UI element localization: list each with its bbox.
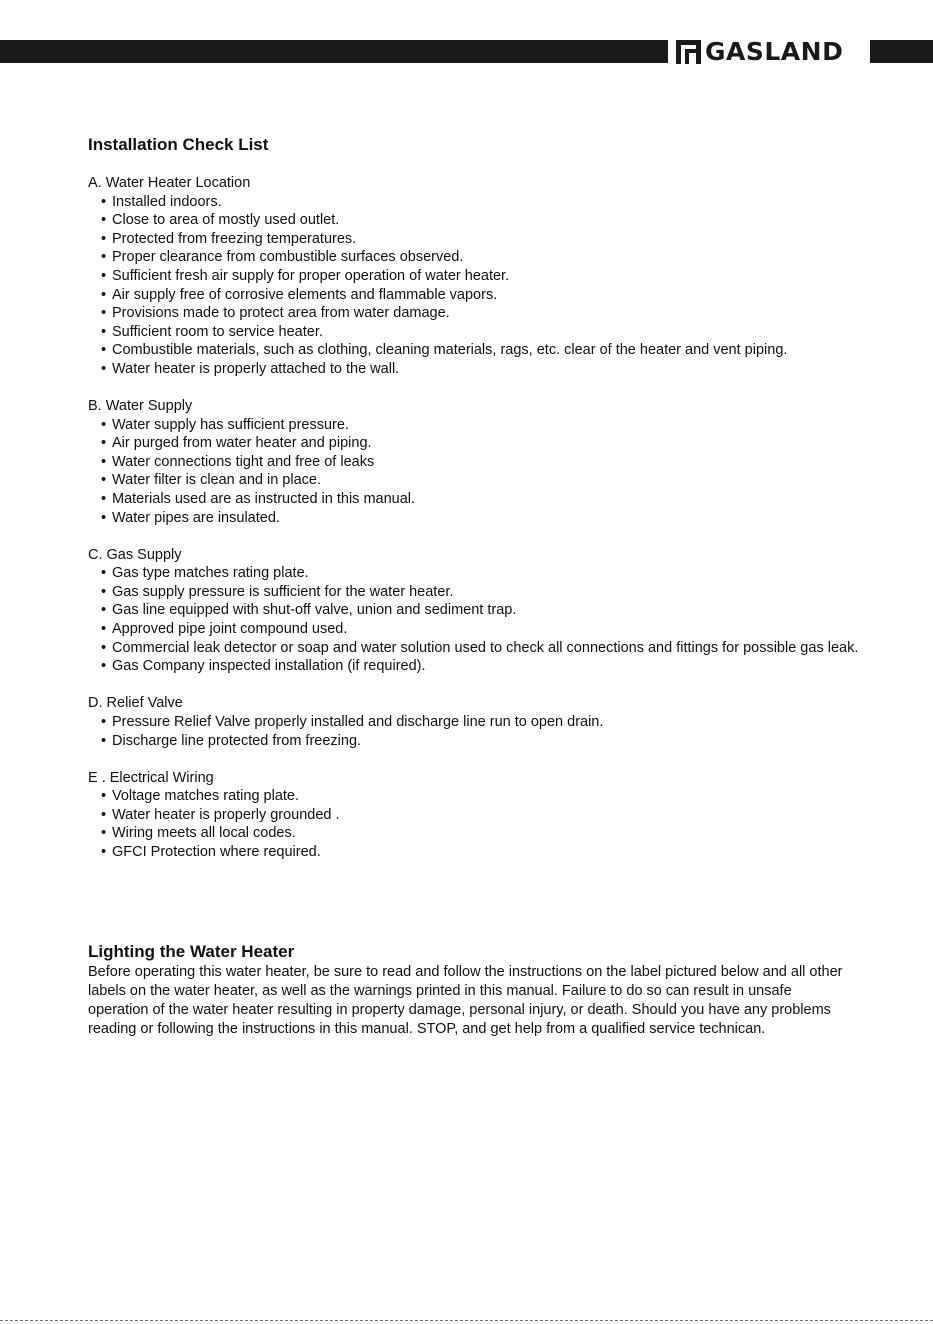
checklist-item-text: Gas type matches rating plate. xyxy=(112,565,309,582)
checklist-item-text: Approved pipe joint compound used. xyxy=(112,621,348,638)
checklist-item xyxy=(88,490,888,509)
checklist-item xyxy=(88,304,888,323)
section-title: C. Gas Supply xyxy=(88,546,182,563)
checklist-item-text: Protected from freezing temperatures. xyxy=(112,230,357,247)
bullet-icon: • xyxy=(101,267,107,284)
bullet-icon: • xyxy=(101,621,107,638)
gasland-logo-icon xyxy=(676,40,701,64)
bullet-icon: • xyxy=(101,583,107,600)
checklist-item xyxy=(88,843,888,862)
checklist-item-text: Water filter is clean and in place. xyxy=(112,472,322,489)
bullet-icon: • xyxy=(101,416,107,433)
checklist-item xyxy=(88,601,888,620)
checklist-items xyxy=(88,416,888,528)
checklist-sections xyxy=(88,174,888,862)
bullet-icon: • xyxy=(101,249,107,266)
checklist-items xyxy=(88,564,888,676)
checklist-item xyxy=(88,360,888,379)
checklist-item-text: Sufficient room to service heater. xyxy=(112,323,323,340)
bullet-icon: • xyxy=(101,639,107,656)
checklist-item xyxy=(88,416,888,435)
checklist-item xyxy=(88,583,888,602)
checklist-section xyxy=(88,769,888,862)
header-bar-left xyxy=(0,40,668,63)
checklist-item xyxy=(88,323,888,342)
checklist-item-text: Combustible materials, such as clothing, cleaning materials, rags, etc. clear of the heater and vent piping. xyxy=(112,342,788,359)
checklist-section xyxy=(88,397,888,527)
bullet-icon: • xyxy=(101,323,107,340)
bullet-icon: • xyxy=(101,286,107,303)
checklist-item xyxy=(88,471,888,490)
bullet-icon: • xyxy=(101,491,107,507)
section-title: B. Water Supply xyxy=(88,398,193,415)
checklist-item xyxy=(88,267,888,286)
bullet-icon: • xyxy=(101,360,107,377)
section-title: E . Electrical Wiring xyxy=(88,769,214,786)
checklist-item-text: Water connections tight and free of leaks xyxy=(112,453,375,470)
checklist-item xyxy=(88,230,888,249)
bullet-icon: • xyxy=(101,453,107,470)
checklist-item-text: Pressure Relief Valve properly installed and discharge line run to open drain. xyxy=(112,713,604,730)
checklist-item-text: Sufficient fresh air supply for proper operation of water heater. xyxy=(112,267,510,284)
checklist-item-text: Water pipes are insulated. xyxy=(112,509,280,526)
checklist-section xyxy=(88,546,888,676)
bullet-icon: • xyxy=(101,825,107,842)
bullet-icon: • xyxy=(101,230,107,247)
checklist-item xyxy=(88,341,888,360)
checklist-item xyxy=(88,248,888,267)
checklist-item-text: Discharge line protected from freezing. xyxy=(112,732,362,749)
section-title: D. Relief Valve xyxy=(88,695,183,712)
checklist-item xyxy=(88,787,888,806)
bullet-icon: • xyxy=(101,472,107,489)
checklist-item xyxy=(88,564,888,583)
checklist-item-text: Gas supply pressure is sufficient for the water heater. xyxy=(112,583,454,600)
bullet-icon: • xyxy=(101,806,107,823)
checklist-items xyxy=(88,193,888,379)
checklist-item-text: Air purged from water heater and piping. xyxy=(112,435,372,452)
checklist-section xyxy=(88,174,888,379)
checklist-item xyxy=(88,453,888,472)
checklist-item xyxy=(88,713,888,732)
checklist-item-text: Installed indoors. xyxy=(112,193,222,210)
checklist-item-text: Commercial leak detector or soap and water solution used to check all connections and fittings for possible gas leak. xyxy=(112,639,859,656)
page-footer-line xyxy=(0,1320,933,1321)
bullet-icon: • xyxy=(101,305,107,322)
checklist-item xyxy=(88,732,888,751)
checklist-item xyxy=(88,824,888,843)
checklist-item-text: Close to area of mostly used outlet. xyxy=(112,212,340,229)
checklist-item-text: Materials used are as instructed in this manual. xyxy=(112,491,416,507)
brand-logo xyxy=(676,38,843,65)
checklist-item-text: GFCI Protection where required. xyxy=(112,844,321,860)
checklist-item-text: Water heater is properly grounded . xyxy=(112,806,340,823)
installation-checklist xyxy=(88,134,888,880)
bullet-icon: • xyxy=(101,713,107,730)
checklist-item xyxy=(88,509,888,528)
brand-name: GASLAND xyxy=(705,37,844,66)
bullet-icon: • xyxy=(101,212,107,229)
bullet-icon: • xyxy=(101,509,107,526)
bullet-icon: • xyxy=(101,435,107,452)
checklist-item xyxy=(88,193,888,212)
checklist-item-text: Voltage matches rating plate. xyxy=(112,788,300,805)
bullet-icon: • xyxy=(101,732,107,749)
checklist-item xyxy=(88,620,888,639)
bullet-icon: • xyxy=(101,658,107,675)
checklist-item xyxy=(88,806,888,825)
checklist-item-text: Gas Company inspected installation (if required). xyxy=(112,658,426,675)
checklist-section xyxy=(88,694,888,750)
section-title: A. Water Heater Location xyxy=(88,175,251,191)
checklist-item-text: Air supply free of corrosive elements and flammable vapors. xyxy=(112,286,498,303)
checklist-items xyxy=(88,713,888,750)
header-bar-right xyxy=(870,40,933,63)
bullet-icon: • xyxy=(101,193,107,210)
bullet-icon: • xyxy=(101,342,107,359)
bullet-icon: • xyxy=(101,565,107,582)
bullet-icon: • xyxy=(101,602,107,619)
bullet-icon: • xyxy=(101,788,107,805)
checklist-item xyxy=(88,657,888,676)
bullet-icon: • xyxy=(101,844,107,860)
checklist-item xyxy=(88,286,888,305)
lighting-section xyxy=(88,941,848,1039)
checklist-item xyxy=(88,639,888,658)
checklist-title: Installation Check List xyxy=(88,135,269,154)
lighting-body: Before operating this water heater, be sure to read and follow the instructions on the label pictured below and all other labels on the water heater, as well as the warnings printed in this manual. Failure to do so can result in unsafe operation of the water heater resulting in property damage, personal injury, or death. Should you have any problems reading or following the instructions in this manual. STOP, and get help from a qualified service technican. xyxy=(88,964,843,1037)
checklist-item-text: Gas line equipped with shut-off valve, union and sediment trap. xyxy=(112,602,517,619)
checklist-item-text: Water supply has sufficient pressure. xyxy=(112,416,349,433)
checklist-item xyxy=(88,211,888,230)
checklist-items xyxy=(88,787,888,861)
checklist-item-text: Water heater is properly attached to the wall. xyxy=(112,360,400,377)
lighting-title: Lighting the Water Heater xyxy=(88,942,295,961)
checklist-item-text: Proper clearance from combustible surfaces observed. xyxy=(112,249,464,266)
checklist-item-text: Wiring meets all local codes. xyxy=(112,825,296,842)
checklist-item xyxy=(88,434,888,453)
checklist-item-text: Provisions made to protect area from water damage. xyxy=(112,305,450,322)
